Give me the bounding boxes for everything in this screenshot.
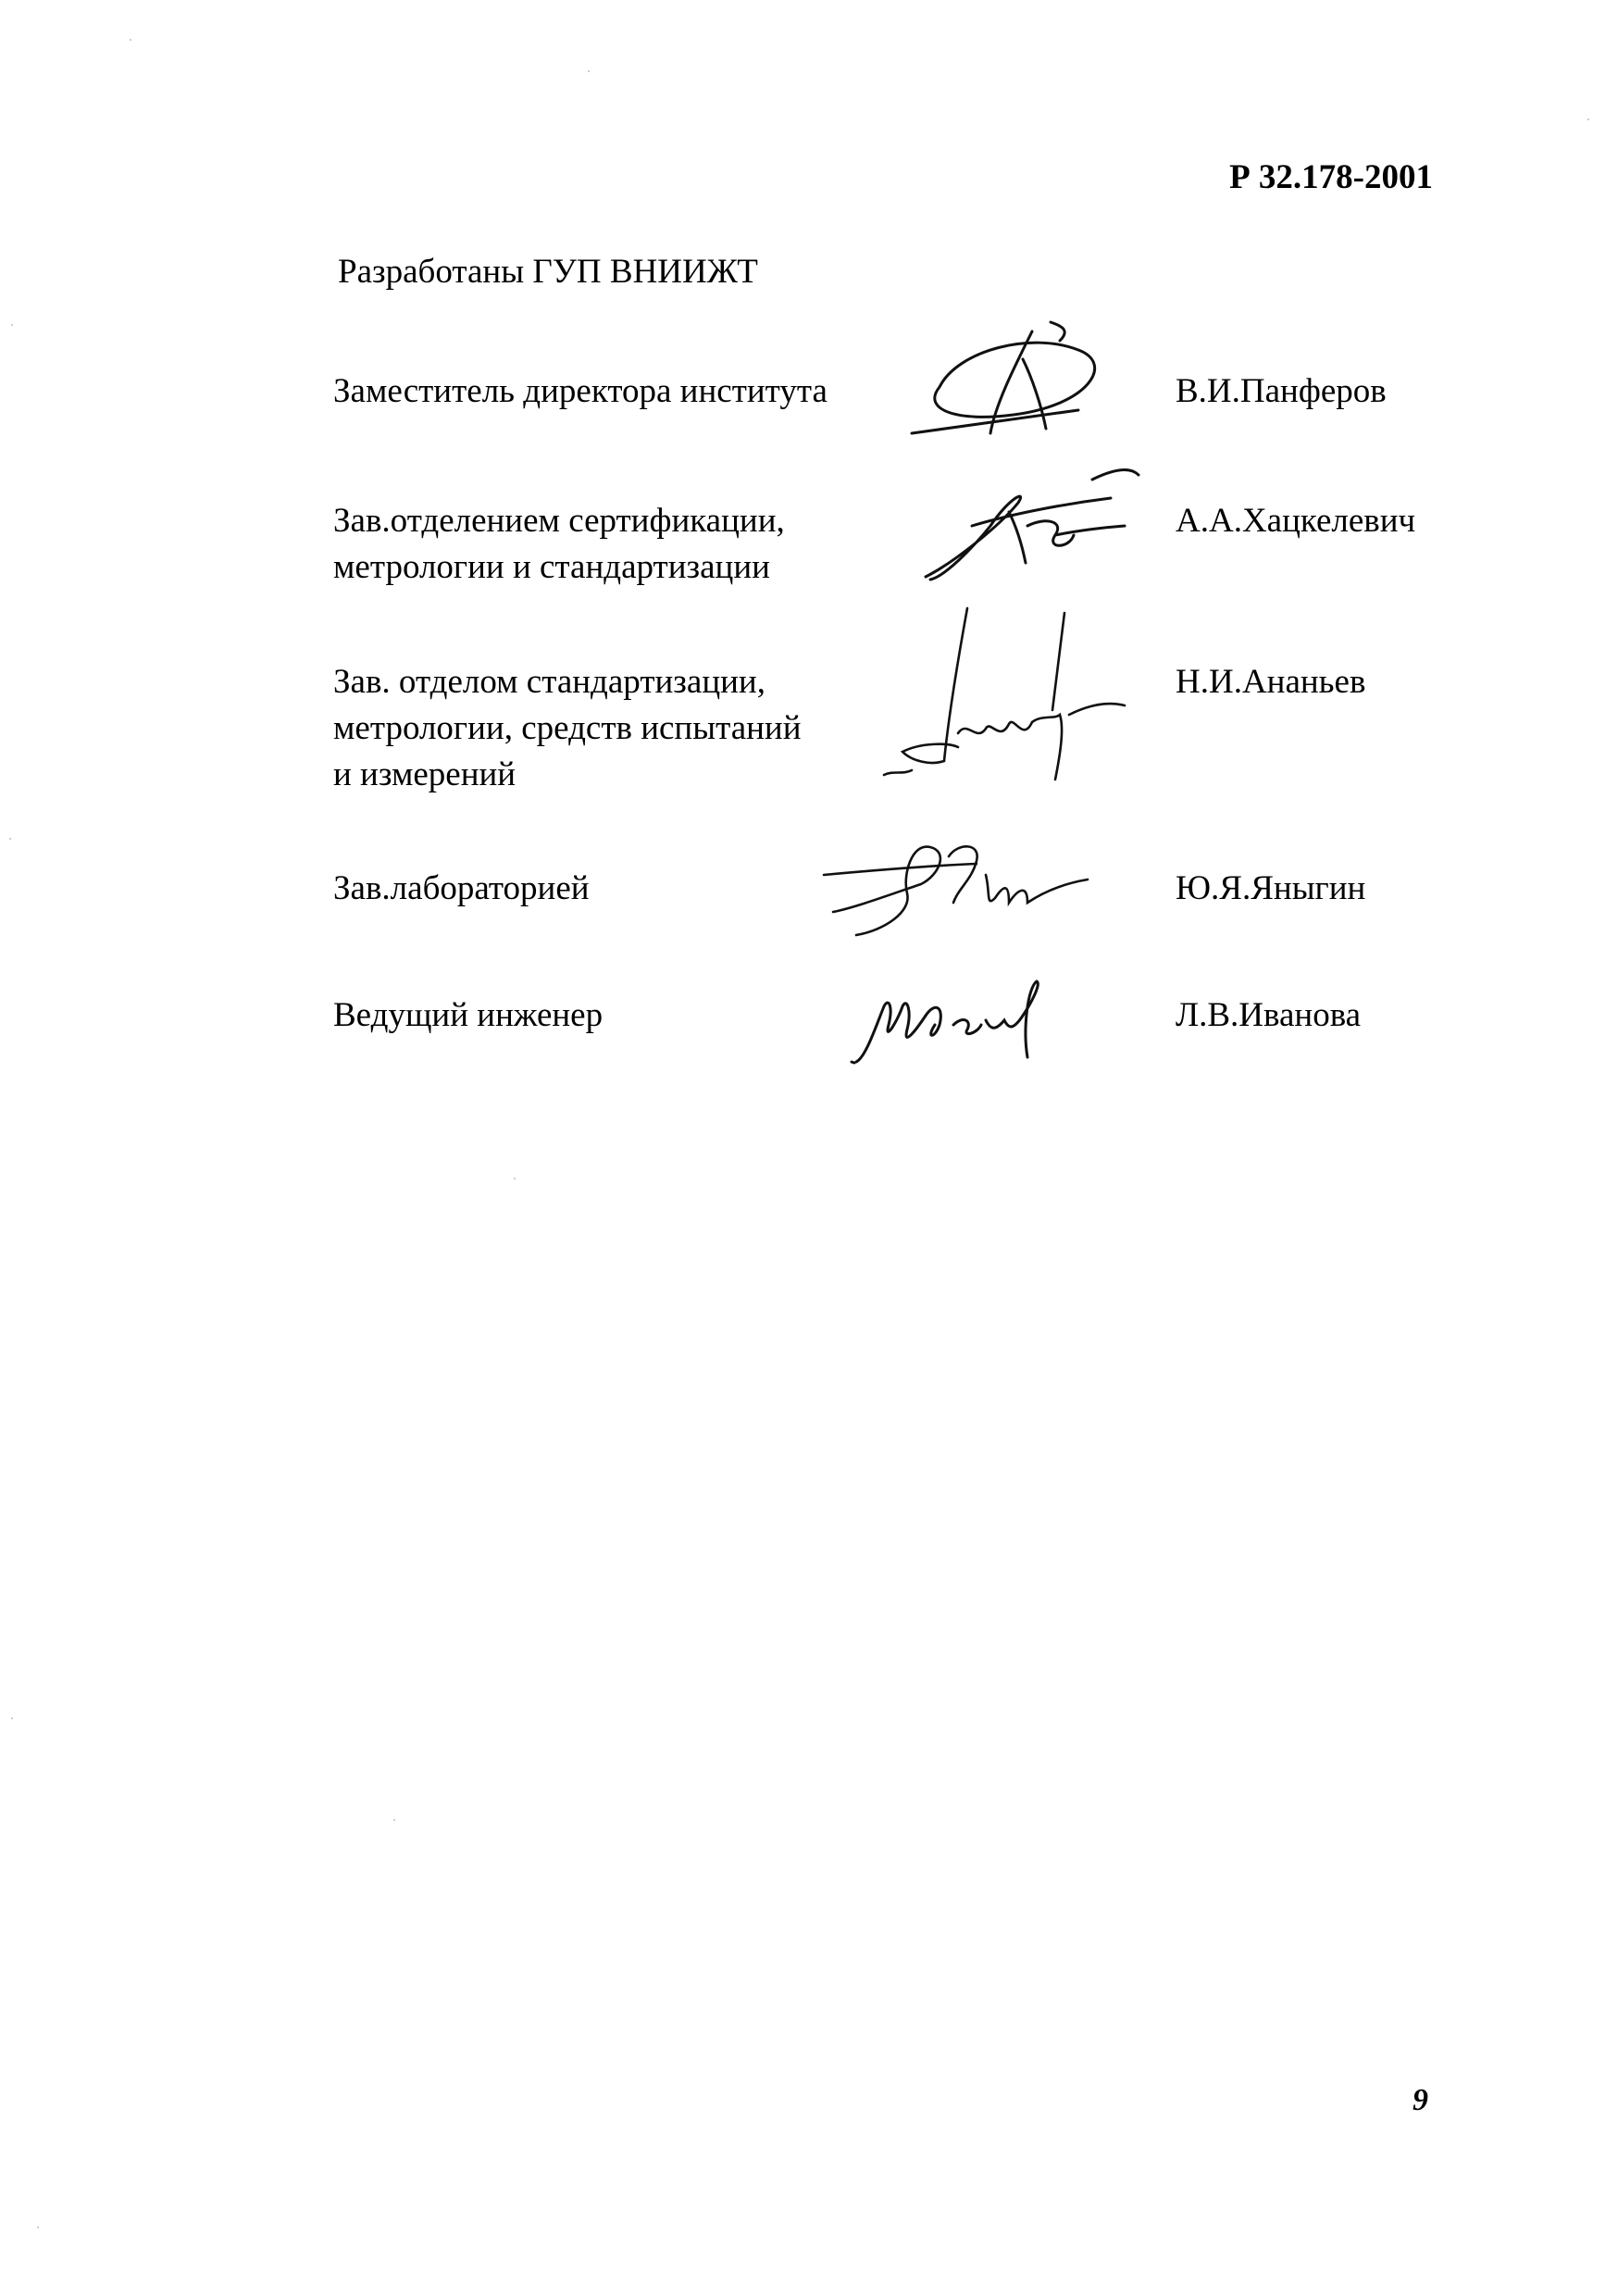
- scan-speck: [1587, 119, 1589, 120]
- signer-position: [333, 866, 590, 912]
- position-line: метрологии, средств испытаний: [333, 709, 802, 747]
- scan-speck: [9, 838, 11, 840]
- signature-image: [819, 829, 1115, 949]
- signer-name: В.И.Панферов: [1176, 372, 1387, 410]
- scan-speck: [130, 39, 131, 41]
- signature-image: [847, 974, 1060, 1076]
- signer-name: Ю.Я.Яныгин: [1176, 869, 1366, 907]
- signer-name: А.А.Хацкелевич: [1176, 502, 1416, 540]
- page-number: 9: [1413, 2083, 1428, 2117]
- position-line: Ведущий инженер: [333, 996, 604, 1034]
- signer-name: Л.В.Иванова: [1176, 996, 1362, 1034]
- scan-speck: [588, 70, 590, 72]
- developer-line: Разработаны ГУП ВНИИЖТ: [338, 253, 758, 291]
- document-code: Р 32.178-2001: [1229, 158, 1433, 196]
- scan-speck: [514, 1178, 516, 1179]
- position-line: и измерений: [333, 755, 517, 793]
- position-line: Зав.отделением сертификации,: [333, 502, 785, 540]
- position-line: метрологии и стандартизации: [333, 548, 770, 586]
- signer-position: [333, 368, 828, 415]
- signature-image: [902, 322, 1162, 461]
- signer-position: [333, 498, 785, 591]
- scan-speck: [37, 2227, 39, 2228]
- signature-image: [916, 461, 1176, 600]
- position-line: Зав.лабораторией: [333, 869, 590, 907]
- signer-name: Н.И.Ананьев: [1176, 663, 1366, 701]
- scan-speck: [11, 324, 13, 326]
- signature-image: [875, 604, 1152, 789]
- signer-position: [333, 659, 802, 798]
- scan-speck: [11, 1717, 13, 1719]
- scan-speck: [393, 1819, 395, 1821]
- position-line: Заместитель директора института: [333, 372, 828, 410]
- signer-position: [333, 992, 603, 1039]
- position-line: Зав. отделом стандартизации,: [333, 663, 765, 701]
